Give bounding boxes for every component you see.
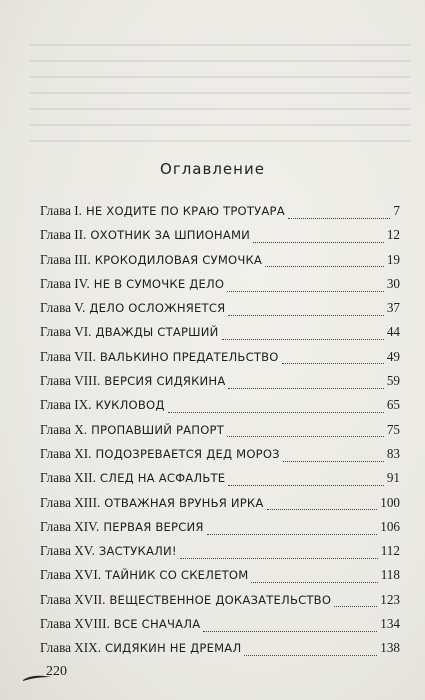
- toc-entry: [40, 592, 400, 616]
- chapter-title: ВЕРСИЯ СИДЯКИНА: [104, 374, 226, 389]
- dot-leader: [265, 266, 384, 267]
- dot-leader: [180, 558, 378, 559]
- dot-leader: [207, 534, 378, 535]
- dot-leader: [283, 461, 384, 462]
- chapter-label: Глава III.: [40, 251, 91, 267]
- chapter-title: ВСЕ СНАЧАЛА: [113, 617, 201, 632]
- page-reference: 30: [386, 275, 400, 291]
- toc-entry: [40, 324, 400, 348]
- toc-entry: [40, 470, 400, 494]
- chapter-label: Глава IX.: [40, 397, 92, 413]
- chapter-title: КРОКОДИЛОВАЯ СУМОЧКА: [94, 252, 263, 267]
- dot-leader: [334, 606, 377, 607]
- toc-entry: [40, 495, 400, 519]
- page-reference: 44: [386, 324, 400, 340]
- toc-entry: [40, 519, 400, 543]
- page-reference: 138: [380, 640, 400, 656]
- toc-entry: [40, 446, 400, 470]
- page-number: 220: [46, 664, 67, 679]
- dot-leader: [168, 412, 384, 413]
- chapter-label: Глава XVII.: [40, 591, 106, 607]
- dot-leader: [288, 218, 391, 219]
- chapter-title: ОТВАЖНАЯ ВРУНЬЯ ИРКА: [104, 495, 264, 510]
- chapter-title: ОХОТНИК ЗА ШПИОНАМИ: [90, 228, 251, 243]
- page-reference: 134: [380, 616, 400, 632]
- dot-leader: [282, 363, 384, 364]
- page-reference: 59: [386, 373, 400, 389]
- dot-leader: [228, 388, 383, 389]
- chapter-label: Глава VIII.: [40, 373, 101, 389]
- toc-entry: [40, 300, 400, 324]
- dot-leader: [251, 582, 377, 583]
- toc-entry: [40, 543, 400, 567]
- page-footer: [22, 662, 92, 686]
- dot-leader: [228, 315, 383, 316]
- chapter-label: Глава VI.: [40, 324, 92, 340]
- chapter-title: ТАЙНИК СО СКЕЛЕТОМ: [105, 568, 249, 583]
- dot-leader: [267, 509, 378, 510]
- chapter-label: Глава XIX.: [40, 640, 102, 656]
- chapter-label: Глава II.: [40, 227, 87, 243]
- page-reference: 49: [386, 348, 400, 364]
- chapter-title: ВЕЩЕСТВЕННОЕ ДОКАЗАТЕЛЬСТВО: [109, 592, 332, 607]
- dot-leader: [244, 655, 377, 656]
- page-reference: 37: [386, 300, 400, 316]
- toc-entry: [40, 227, 400, 251]
- toc-entry: [40, 276, 400, 300]
- chapter-title: ВАЛЬКИНО ПРЕДАТЕЛЬСТВО: [99, 349, 279, 364]
- page-reference: 118: [380, 567, 400, 583]
- chapter-title: ЗАСТУКАЛИ!: [98, 544, 177, 559]
- chapter-label: Глава XI.: [40, 445, 92, 461]
- toc-entry: [40, 349, 400, 373]
- chapter-title: ДЕЛО ОСЛОЖНЯЕТСЯ: [89, 301, 226, 316]
- page-reference: 65: [386, 397, 400, 413]
- chapter-label: Глава XV.: [40, 543, 95, 559]
- page-reference: 106: [380, 518, 400, 534]
- chapter-title: СЛЕД НА АСФАЛЬТЕ: [99, 471, 226, 486]
- toc-heading: Оглавление: [160, 160, 265, 178]
- page-reference: 123: [380, 591, 400, 607]
- toc-entry: [40, 640, 400, 664]
- chapter-label: Глава V.: [40, 300, 86, 316]
- toc-entry: [40, 616, 400, 640]
- page-reference: 7: [393, 203, 400, 218]
- chapter-label: Глава XIV.: [40, 518, 100, 534]
- chapter-label: Глава I.: [40, 203, 82, 218]
- toc-entry: [40, 252, 400, 276]
- chapter-title: ПЕРВАЯ ВЕРСИЯ: [103, 519, 204, 534]
- page-reference: 112: [380, 543, 400, 559]
- chapter-title: НЕ В СУМОЧКЕ ДЕЛО: [93, 276, 225, 291]
- chapter-label: Глава IV.: [40, 275, 90, 291]
- chapter-title: СИДЯКИН НЕ ДРЕМАЛ: [105, 641, 242, 656]
- table-of-contents: [40, 203, 400, 665]
- page-reference: 91: [386, 470, 400, 486]
- toc-entry: [40, 567, 400, 591]
- dot-leader: [228, 485, 384, 486]
- page-reference: 83: [386, 445, 400, 461]
- chapter-label: Глава VII.: [40, 348, 96, 364]
- dot-leader: [222, 339, 384, 340]
- dot-leader: [227, 436, 384, 437]
- chapter-label: Глава XVIII.: [40, 616, 110, 632]
- toc-entry: [40, 422, 400, 446]
- chapter-label: Глава XII.: [40, 470, 96, 486]
- toc-entry: [40, 373, 400, 397]
- chapter-title: КУКЛОВОД: [95, 398, 165, 413]
- dot-leader: [227, 291, 384, 292]
- chapter-title: ПОДОЗРЕВАЕТСЯ ДЕД МОРОЗ: [95, 446, 280, 461]
- dot-leader: [253, 242, 384, 243]
- chapter-label: Глава X.: [40, 421, 88, 437]
- chapter-label: Глава XIII.: [40, 494, 101, 510]
- toc-entry: [40, 397, 400, 421]
- chapter-title: ДВАЖДЫ СТАРШИЙ: [95, 325, 219, 340]
- page-reference: 12: [386, 227, 400, 243]
- chapter-label: Глава XVI.: [40, 567, 102, 583]
- dot-leader: [203, 631, 377, 632]
- page-reference: 100: [380, 494, 400, 510]
- chapter-title: НЕ ХОДИТЕ ПО КРАЮ ТРОТУАРА: [85, 204, 285, 218]
- chapter-title: ПРОПАВШИЙ РАПОРТ: [91, 422, 224, 437]
- page-reference: 19: [386, 251, 400, 267]
- toc-entry: [40, 203, 400, 227]
- page-reference: 75: [386, 421, 400, 437]
